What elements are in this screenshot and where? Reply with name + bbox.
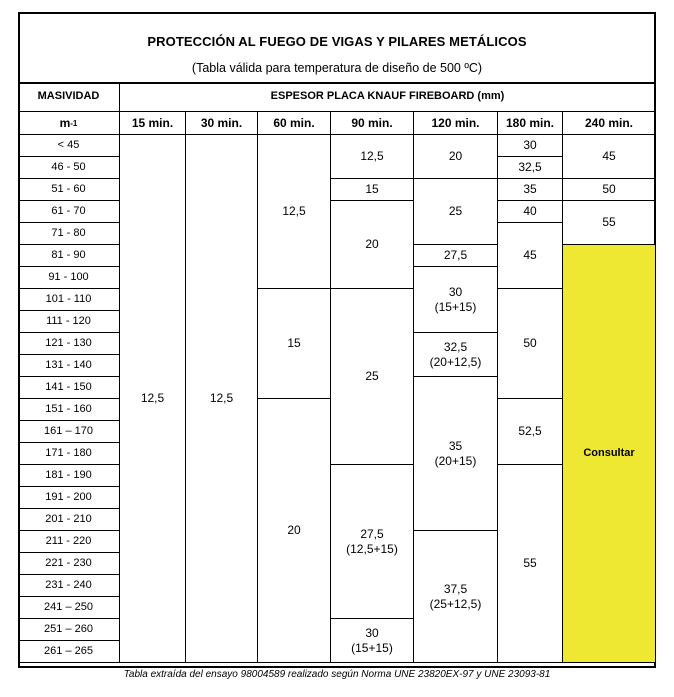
masividad-row-label: 171 - 180 [18,443,120,465]
column-header: 240 min. [563,112,656,135]
masividad-row-label: 61 - 70 [18,201,120,223]
column-header: 120 min. [414,112,498,135]
column-header: 90 min. [331,112,414,135]
column-header: 30 min. [186,112,258,135]
column-header: 180 min. [498,112,563,135]
value-cell: 12,5 [331,135,414,179]
value-cell: 40 [498,201,563,223]
masividad-row-label: 161 – 170 [18,421,120,443]
masividad-row-label: 151 - 160 [18,399,120,421]
value-cell: 20 [414,135,498,179]
value-cell: 12,5 [258,135,331,289]
masividad-row-label: 101 - 110 [18,289,120,311]
masividad-row-label: 141 - 150 [18,377,120,399]
masividad-row-label: 46 - 50 [18,157,120,179]
value-cell: 15 [258,289,331,399]
masividad-row-label: 71 - 80 [18,223,120,245]
value-cell: 52,5 [498,399,563,465]
value-cell: 55 [498,465,563,663]
value-cell: 50 [563,179,656,201]
masividad-header: MASIVIDAD [18,82,120,112]
table-title: PROTECCIÓN AL FUEGO DE VIGAS Y PILARES METÁLICOS [147,34,527,49]
masividad-row-label: 261 – 265 [18,641,120,663]
table-footnote: Tabla extraída del ensayo 98004589 realizado según Norma UNE 23820EX-97 y UNE 23093-81 [123,669,551,680]
table-frame [18,12,656,668]
table-subtitle: (Tabla válida para temperatura de diseño de 500 ºC) [191,61,483,75]
value-cell: 12,5 [186,135,258,663]
column-header: 15 min. [120,112,186,135]
value-cell: 55 [563,201,656,245]
masividad-row-label: 51 - 60 [18,179,120,201]
value-cell: 37,5 (25+12,5) [414,531,498,663]
value-cell: 45 [498,223,563,289]
value-cell: 30 (15+15) [414,267,498,333]
value-cell: 27,5 (12,5+15) [331,465,414,619]
masividad-row-label: 81 - 90 [18,245,120,267]
value-cell: 15 [331,179,414,201]
value-cell: 12,5 [120,135,186,663]
masividad-row-label: 201 - 210 [18,509,120,531]
fire-protection-grid [18,12,656,668]
unit-exponent: -1 [70,118,78,128]
masividad-row-label: 251 – 260 [18,619,120,641]
unit-header [18,112,120,135]
masividad-row-label: 231 - 240 [18,575,120,597]
value-cell: 27,5 [414,245,498,267]
column-header: 60 min. [258,112,331,135]
value-cell: 20 [331,201,414,289]
masividad-row-label: 181 - 190 [18,465,120,487]
value-cell: 45 [563,135,656,179]
masividad-row-label: < 45 [18,135,120,157]
masividad-row-label: 191 - 200 [18,487,120,509]
value-cell: 32,5 (20+12,5) [414,333,498,377]
masividad-row-label: 131 - 140 [18,355,120,377]
masividad-row-label: 221 - 230 [18,553,120,575]
value-cell: 25 [414,179,498,245]
espesor-header: ESPESOR PLACA KNAUF FIREBOARD (mm) [120,82,656,112]
masividad-row-label: 211 - 220 [18,531,120,553]
masividad-row-label: 121 - 130 [18,333,120,355]
value-cell: 35 [498,179,563,201]
consultar-cell: Consultar [563,245,656,663]
value-cell: 30 (15+15) [331,619,414,663]
value-cell: 50 [498,289,563,399]
value-cell: 30 [498,135,563,157]
masividad-row-label: 111 - 120 [18,311,120,333]
value-cell: 32,5 [498,157,563,179]
value-cell: 35 (20+15) [414,377,498,531]
value-cell: 20 [258,399,331,663]
masividad-row-label: 91 - 100 [18,267,120,289]
unit-label: m [59,115,71,130]
masividad-row-label: 241 – 250 [18,597,120,619]
value-cell: 25 [331,289,414,465]
